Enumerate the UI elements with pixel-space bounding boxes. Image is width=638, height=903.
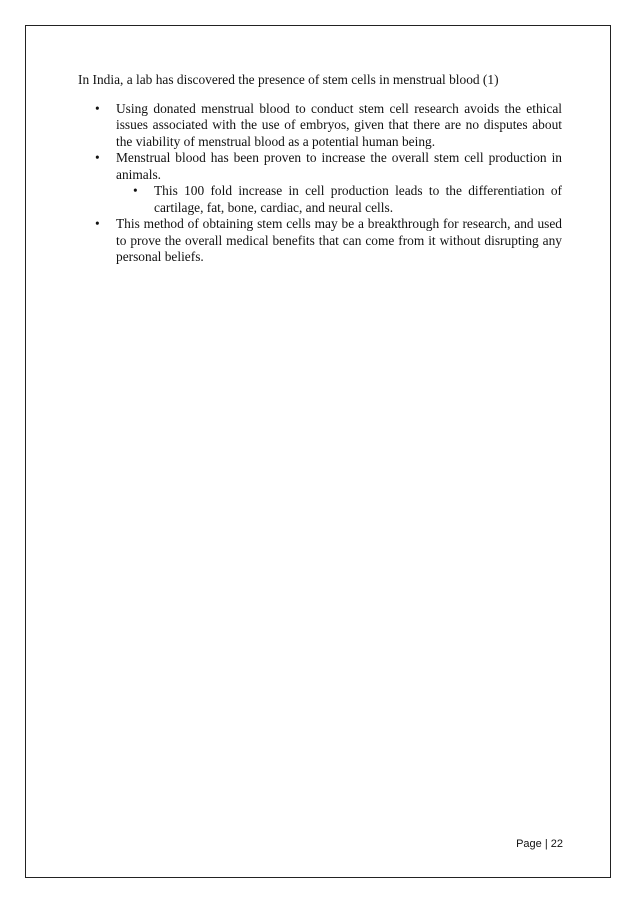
list-item xyxy=(78,150,562,216)
bullet-icon: • xyxy=(95,216,100,231)
list-item xyxy=(78,216,562,266)
section-heading: In India, a lab has discovered the presence of stem cells in menstrual blood (1) xyxy=(78,72,499,87)
list-item-text: This method of obtaining stem cells may be a breakthrough for research, and used to prove the overall medical benefits that can come from it without disrupting any personal beliefs. xyxy=(116,216,562,264)
list-item xyxy=(78,101,562,151)
bullet-icon: • xyxy=(95,100,100,116)
list-item-text: Menstrual blood has been proven to increase the overall stem cell production in animals. xyxy=(116,150,562,182)
bullet-list xyxy=(78,101,562,266)
list-item-text: Using donated menstrual blood to conduct stem cell research avoids the ethical issues associated with the use of embryos, given that there are no disputes about the viability of menstrual blood as a potential human being. xyxy=(116,100,562,149)
document-body xyxy=(78,72,562,266)
sub-list-item-text: This 100 fold increase in cell production leads to the differentiation of cartilage, fat, bone, cardiac, and neural cells. xyxy=(154,183,562,215)
bullet-icon: • xyxy=(133,183,138,198)
sub-bullet-list xyxy=(116,183,562,216)
page-number: Page | 22 xyxy=(516,838,563,850)
sub-list-item xyxy=(116,183,562,216)
bullet-icon: • xyxy=(95,150,100,165)
